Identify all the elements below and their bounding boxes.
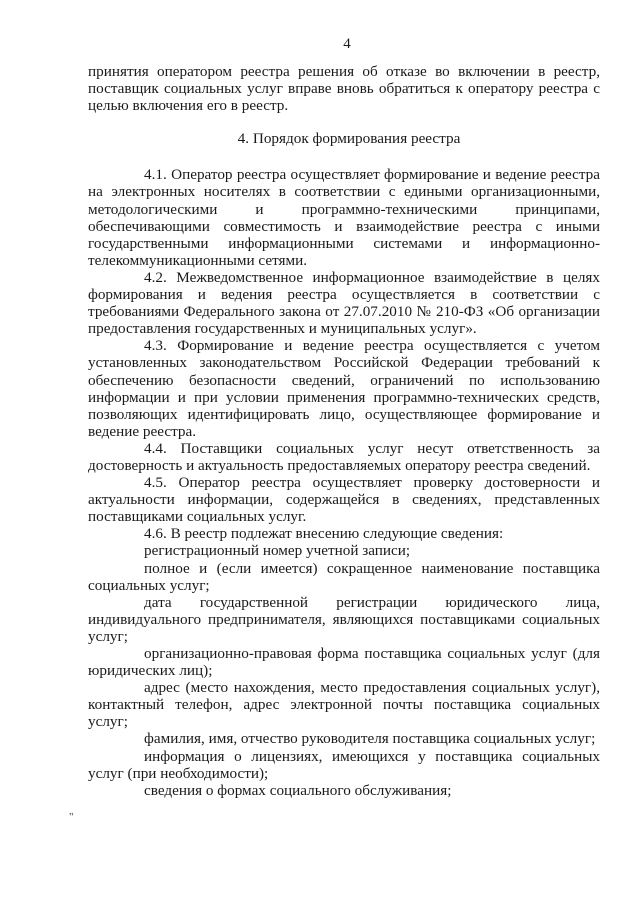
list-item: сведения о формах социального обслуживания; — [144, 781, 452, 799]
paragraph-4-6: 4.6. В реестр подлежат внесению следующие сведения: — [144, 525, 504, 543]
paragraph-4-5: 4.5. Оператор реестра осуществляет проверку достоверности и актуальности информации, содержащейся в сведениях, представленных поставщиками социальных услуг. — [88, 474, 600, 526]
list-item: фамилия, имя, отчество руководителя поставщика социальных услуг; — [144, 730, 596, 748]
document-body — [88, 63, 600, 799]
paragraph-4-3: 4.3. Формирование и ведение реестра осуществляется с учетом установленных законодательством Российской Федерации требований к обеспечению безопасности сведений, ограничений по использованию информации и при условии применения программно-технических средств, позволяющих идентифицировать лицо, осуществляющее формирование и ведение реестра. — [88, 337, 600, 440]
list-item: адрес (место нахождения, место предоставления социальных услуг), контактный телефон, адрес электронной почты поставщика социальных услуг; — [88, 679, 600, 731]
intro-paragraph: принятия оператором реестра решения об отказе во включении в реестр, поставщик социальных услуг вправе вновь обратиться к оператору реестра с целью включения его в реестр. — [88, 63, 600, 115]
paragraph-4-4: 4.4. Поставщики социальных услуг несут ответственность за достоверность и актуальность предоставляемых оператору реестра сведений. — [88, 439, 600, 474]
paragraph-4-1: 4.1. Оператор реестра осуществляет формирование и ведение реестра на электронных носителях в соответствии с едиными организационными, методологическими и программно-техническими принципами, обеспечивающими совместимость и взаимодействие реестра с иными государственными информационными системами и информационно-телекоммуникационными сетями. — [88, 166, 600, 269]
list-item: информация о лицензиях, имеющихся у поставщика социальных услуг (при необходимости); — [88, 747, 600, 782]
section-title: 4. Порядок формирования реестра — [237, 130, 461, 148]
list-item: организационно-правовая форма поставщика социальных услуг (для юридических лиц); — [88, 645, 600, 680]
margin-mark: " — [69, 811, 74, 823]
paragraph-4-2: 4.2. Межведомственное информационное взаимодействие в целях формирования и ведения реестра осуществляется в соответствии с требованиями Федерального закона от 27.07.2010 № 210-ФЗ «Об организации предоставления государственных и муниципальных услуг». — [88, 268, 600, 338]
page-number: 4 — [343, 36, 351, 52]
list-item: дата государственной регистрации юридического лица, индивидуального предпринимателя, являющихся поставщиками социальных услуг; — [88, 593, 600, 645]
list-item: полное и (если имеется) сокращенное наименование поставщика социальных услуг; — [88, 559, 600, 594]
list-item: регистрационный номер учетной записи; — [144, 542, 411, 560]
